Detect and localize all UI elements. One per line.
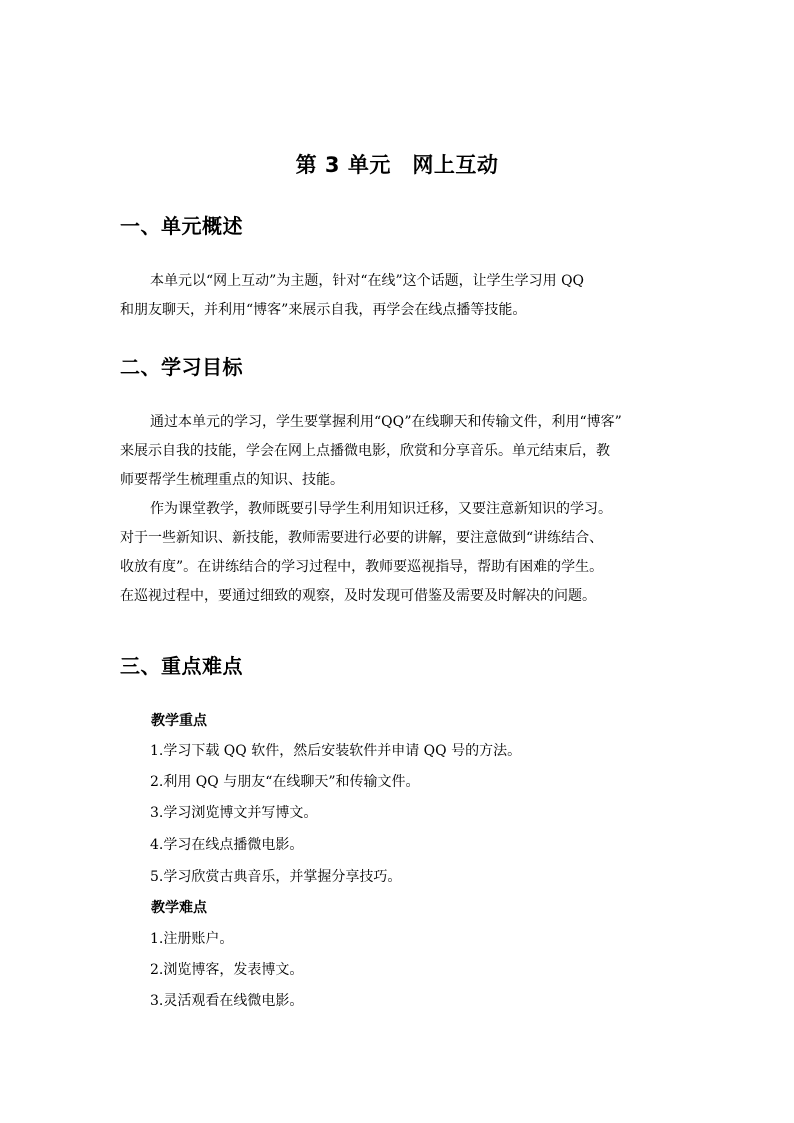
difficulty-item: 1.注册账户。 — [150, 931, 234, 947]
objectives-line: 来展示自我的技能，学会在网上点播微电影，欣赏和分享音乐。单元结束后，教 — [120, 443, 610, 459]
objectives-line: 作为课堂教学，教师既要引导学生利用知识迁移，又要注意新知识的学习。 — [150, 501, 612, 517]
key-point-item: 5.学习欣赏古典音乐，并掌握分享技巧。 — [150, 869, 402, 885]
key-point-item: 1.学习下载 QQ 软件，然后安装软件并申请 QQ 号的方法。 — [150, 743, 522, 759]
section-heading-key-difficult: 三、重点难点 — [120, 654, 243, 678]
section-heading-objectives: 二、学习目标 — [120, 355, 243, 379]
key-point-item: 3.学习浏览博文并写博文。 — [150, 805, 318, 821]
overview-line: 和朋友聊天，并利用“博客”来展示自我，再学会在线点播等技能。 — [120, 302, 527, 318]
objectives-paragraph-1 — [120, 408, 680, 611]
overview-line: 本单元以“网上互动”为主题，针对“在线”这个话题，让学生学习用 QQ — [150, 273, 585, 289]
difficulty-item: 2.浏览博客，发表博文。 — [150, 962, 304, 978]
objectives-line: 在巡视过程中，要通过细致的观察，及时发现可借鉴及需要及时解决的问题。 — [120, 588, 596, 604]
overview-paragraph — [120, 267, 680, 325]
objectives-line: 通过本单元的学习，学生要掌握利用“QQ”在线聊天和传输文件，利用“博客” — [150, 414, 622, 430]
difficulties-label: 教学难点 — [151, 900, 207, 916]
objectives-line: 师要帮学生梳理重点的知识、技能。 — [120, 472, 344, 488]
key-points-label: 教学重点 — [151, 713, 207, 729]
objectives-line: 对于一些新知识、新技能，教师需要进行必要的讲解，要注意做到“讲练结合、 — [120, 530, 604, 546]
section-heading-overview: 一、单元概述 — [120, 214, 243, 238]
unit-title: 第 3 单元 网上互动 — [295, 153, 499, 177]
key-point-item: 4.学习在线点播微电影。 — [150, 837, 304, 853]
difficulty-item: 3.灵活观看在线微电影。 — [150, 993, 304, 1009]
key-point-item: 2.利用 QQ 与朋友“在线聊天”和传输文件。 — [150, 774, 420, 790]
objectives-line: 收放有度”。在讲练结合的学习过程中，教师要巡视指导，帮助有困难的学生。 — [120, 559, 604, 575]
